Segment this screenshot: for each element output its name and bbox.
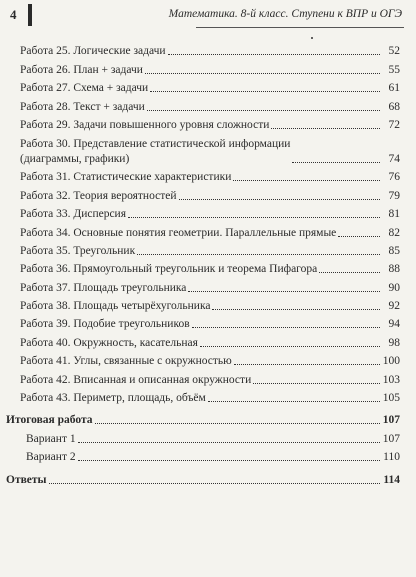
- toc-page: 105: [382, 392, 400, 405]
- dot-leader: [78, 459, 380, 461]
- dot-leader: [338, 235, 380, 237]
- table-of-contents: [6, 41, 400, 488]
- toc-variant: [20, 428, 400, 446]
- dot-leader: [150, 90, 380, 92]
- header-bar: [28, 4, 32, 26]
- toc-entry: [20, 133, 400, 167]
- toc-label: Работа 26. План + задачи: [20, 63, 143, 76]
- toc-label: Вариант 2: [26, 451, 76, 464]
- dot-leader: [95, 422, 380, 424]
- dot-leader: [137, 253, 380, 255]
- toc-label: Работа 28. Текст + задачи: [20, 100, 145, 113]
- page-header: [0, 0, 416, 34]
- toc-entry: [20, 78, 400, 96]
- toc-page: 81: [388, 208, 400, 221]
- toc-label: Итоговая работа: [6, 414, 93, 427]
- toc-page: 92: [388, 300, 400, 313]
- toc-label: Работа 43. Периметр, площадь, объём: [20, 392, 206, 405]
- toc-label-line1: Работа 30. Представление статистической информации: [20, 137, 291, 150]
- dot-leader: [147, 109, 380, 111]
- toc-label: Работа 31. Статистические характеристики: [20, 171, 232, 184]
- toc-label: Работа 34. Основные понятия геометрии. Параллельные прямые: [20, 226, 337, 239]
- toc-label: Вариант 1: [26, 432, 76, 445]
- dot-leader: [212, 308, 380, 310]
- toc-page: 110: [383, 451, 400, 464]
- toc-label: Работа 32. Теория вероятностей: [20, 189, 177, 202]
- toc-page: 72: [388, 118, 400, 131]
- dot-leader: [200, 345, 380, 347]
- toc-entry: [20, 332, 400, 350]
- toc-answers: [6, 469, 400, 487]
- toc-entry: [20, 388, 400, 406]
- toc-page: 90: [388, 281, 400, 294]
- toc-entry: [20, 167, 400, 185]
- toc-label: Работа 27. Схема + задачи: [20, 82, 149, 95]
- toc-entry: [20, 314, 400, 332]
- dot-leader: [168, 53, 380, 55]
- toc-page: 85: [388, 244, 400, 257]
- dot-leader: [192, 326, 380, 328]
- toc-label: Работа 42. Вписанная и описанная окружности: [20, 373, 252, 386]
- dot-leader: [292, 161, 380, 163]
- toc-page: 68: [388, 100, 400, 113]
- dot-leader: [128, 216, 380, 218]
- toc-label: Работа 39. Подобие треугольников: [20, 318, 190, 331]
- dot-leader: [253, 382, 380, 384]
- dot-leader: [234, 363, 380, 365]
- toc-label: Работа 37. Площадь треугольника: [20, 281, 187, 294]
- toc-label: Ответы: [6, 473, 47, 486]
- toc-page: 55: [388, 63, 400, 76]
- dot-leader: [78, 441, 380, 443]
- toc-page: 100: [382, 355, 400, 368]
- toc-label-line2: (диаграммы, графики): [20, 152, 130, 165]
- toc-page: 74: [388, 152, 400, 165]
- toc-page: 76: [388, 171, 400, 184]
- toc-page: 79: [388, 189, 400, 202]
- dot-leader: [145, 72, 380, 74]
- toc-page: 107: [382, 414, 400, 427]
- toc-entry: [20, 259, 400, 277]
- toc-entry: [20, 59, 400, 77]
- toc-label: Работа 38. Площадь четырёхугольника: [20, 300, 211, 313]
- toc-page: 88: [388, 263, 400, 276]
- toc-page: 82: [388, 226, 400, 239]
- dot-leader: [179, 198, 381, 200]
- toc-label: Работа 36. Прямоугольный треугольник и теорема Пифагора: [20, 263, 318, 276]
- dot-leader: [188, 290, 380, 292]
- toc-page: 94: [388, 318, 400, 331]
- toc-label: Работа 40. Окружность, касательная: [20, 336, 198, 349]
- toc-page: 114: [383, 473, 400, 486]
- toc-label: Работа 41. Углы, связанные с окружностью: [20, 355, 232, 368]
- toc-final-work: [6, 410, 400, 428]
- dot-leader: [49, 482, 380, 484]
- toc-entry: [20, 369, 400, 387]
- toc-entry: [20, 241, 400, 259]
- toc-page: 107: [382, 432, 400, 445]
- running-title: Математика. 8-й класс. Ступени к ВПР и ОГЭ: [168, 8, 402, 20]
- toc-label: Работа 29. Задачи повышенного уровня сложности: [20, 118, 270, 131]
- toc-entry: [20, 204, 400, 222]
- toc-label: Работа 35. Треугольник: [20, 244, 136, 257]
- toc-entry: [20, 115, 400, 133]
- dot-leader: [319, 271, 380, 273]
- toc-page: 103: [382, 373, 400, 386]
- toc-entry: [20, 277, 400, 295]
- dot-leader: [271, 127, 380, 129]
- page-number: 4: [10, 7, 17, 22]
- toc-entry: [20, 296, 400, 314]
- toc-entry: [20, 351, 400, 369]
- toc-variant: [20, 447, 400, 465]
- speck: [311, 37, 313, 39]
- toc-entry: [20, 41, 400, 59]
- toc-label: Работа 33. Дисперсия: [20, 208, 127, 221]
- toc-page: 98: [388, 336, 400, 349]
- toc-page: 52: [388, 45, 400, 58]
- header-rule: [196, 27, 404, 28]
- toc-page: 61: [388, 82, 400, 95]
- dot-leader: [233, 179, 380, 181]
- toc-entry: [20, 185, 400, 203]
- toc-entry: [20, 222, 400, 240]
- toc-label: Работа 25. Логические задачи: [20, 45, 166, 58]
- dot-leader: [208, 400, 380, 402]
- toc-entry: [20, 96, 400, 114]
- toc-label: [20, 137, 290, 167]
